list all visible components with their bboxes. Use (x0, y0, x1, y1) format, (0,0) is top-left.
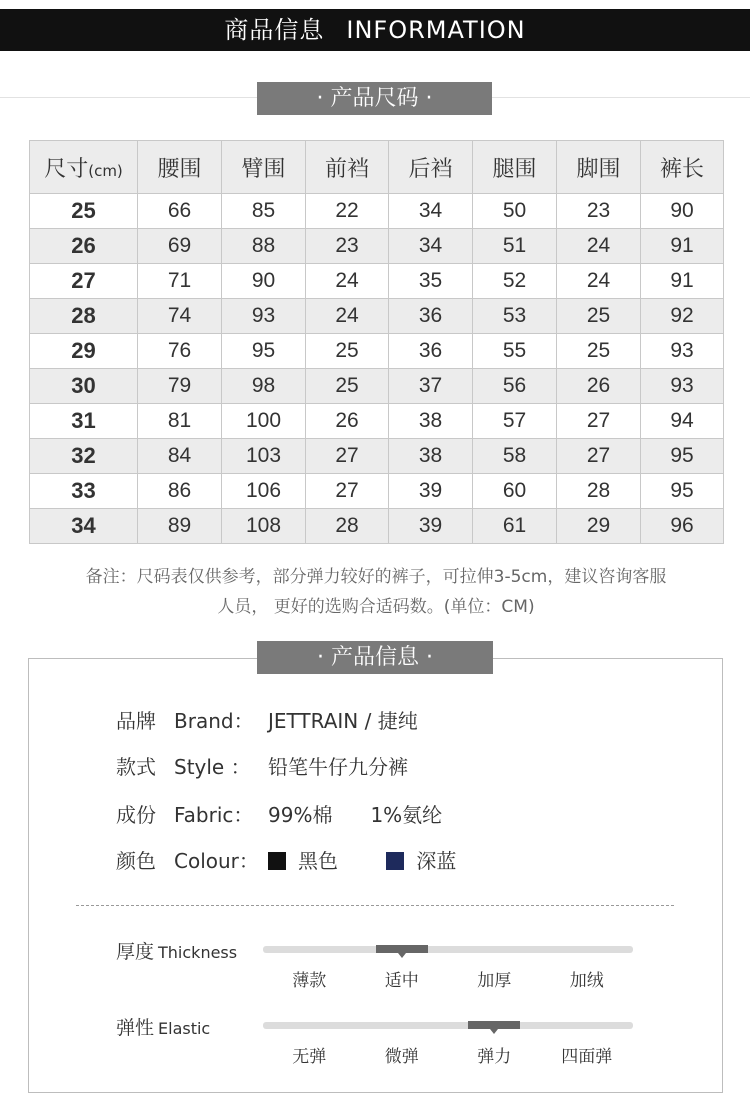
thickness-option: 加厚 (477, 971, 512, 991)
measurement-cell: 24 (306, 264, 389, 299)
header-title-cn: 商品信息 (224, 16, 325, 44)
size-cell: 28 (30, 299, 138, 334)
size-note (36, 562, 716, 622)
table-row (30, 369, 724, 404)
measurement-cell: 23 (557, 194, 641, 229)
header-title-en: INFORMATION (346, 16, 526, 44)
colour-name-black: 黑色 (298, 849, 338, 873)
size-cell: 34 (30, 509, 138, 544)
measurement-cell: 93 (641, 334, 724, 369)
measurement-cell: 35 (389, 264, 473, 299)
measurement-cell: 27 (306, 474, 389, 509)
elastic-label (116, 1013, 210, 1040)
style-label-en: Style ： (174, 755, 251, 779)
measurement-cell: 96 (641, 509, 724, 544)
fabric-value-cotton: 99%棉 (268, 803, 333, 827)
measurement-cell: 53 (473, 299, 557, 334)
measurement-cell: 94 (641, 404, 724, 439)
thickness-option: 加绒 (569, 971, 604, 991)
measurement-cell: 81 (138, 404, 222, 439)
measurement-cell: 57 (473, 404, 557, 439)
fabric-value-spandex: 1%氨纶 (370, 803, 443, 827)
table-row (30, 299, 724, 334)
size-cell: 31 (30, 404, 138, 439)
measurement-cell: 85 (222, 194, 306, 229)
thickness-option: 适中 (384, 971, 419, 991)
column-header: 前裆 (306, 141, 389, 194)
measurement-cell: 95 (641, 439, 724, 474)
measurement-cell: 60 (473, 474, 557, 509)
fabric-label-en: Fabric： (174, 803, 254, 827)
elastic-label-cn: 弹性 (116, 1017, 155, 1039)
elastic-label-en: Elastic (158, 1019, 211, 1038)
info-section-title: · 产品信息 · (257, 641, 493, 674)
measurement-cell: 38 (389, 404, 473, 439)
column-header-unit: (cm) (88, 161, 123, 180)
colour-row (116, 846, 457, 876)
dashed-divider (76, 905, 674, 906)
measurement-cell: 55 (473, 334, 557, 369)
measurement-cell: 25 (557, 299, 641, 334)
measurement-cell: 74 (138, 299, 222, 334)
size-note-line: 备注：尺码表仅供参考，部分弹力较好的裤子，可拉伸3-5cm，建议咨询客服 (85, 567, 667, 587)
measurement-cell: 66 (138, 194, 222, 229)
style-value: 铅笔牛仔九分裤 (268, 755, 408, 779)
table-row (30, 439, 724, 474)
measurement-cell: 27 (306, 439, 389, 474)
measurement-cell: 92 (641, 299, 724, 334)
elastic-option: 弹力 (477, 1047, 512, 1067)
size-cell: 25 (30, 194, 138, 229)
measurement-cell: 91 (641, 229, 724, 264)
size-cell: 33 (30, 474, 138, 509)
table-row (30, 264, 724, 299)
thickness-scale-track (263, 946, 633, 953)
elastic-scale-track (263, 1022, 633, 1029)
colour-label-en: Colour： (174, 849, 259, 873)
colour-swatch-black[interactable] (268, 852, 286, 870)
measurement-cell: 84 (138, 439, 222, 474)
colour-swatch-navy[interactable] (386, 852, 404, 870)
measurement-cell: 24 (557, 264, 641, 299)
measurement-cell: 93 (222, 299, 306, 334)
elastic-scale-marker (468, 1021, 520, 1029)
measurement-cell: 36 (389, 334, 473, 369)
measurement-cell: 108 (222, 509, 306, 544)
size-note-line: 人员， 更好的选购合适码数。(单位：CM) (217, 597, 535, 617)
measurement-cell: 89 (138, 509, 222, 544)
measurement-cell: 24 (306, 299, 389, 334)
measurement-cell: 61 (473, 509, 557, 544)
column-header (30, 141, 138, 194)
column-header: 腰围 (138, 141, 222, 194)
measurement-cell: 39 (389, 474, 473, 509)
thickness-label (116, 937, 237, 964)
measurement-cell: 100 (222, 404, 306, 439)
measurement-cell: 91 (641, 264, 724, 299)
column-header: 脚围 (557, 141, 641, 194)
measurement-cell: 56 (473, 369, 557, 404)
colour-label: 颜色 (116, 849, 156, 873)
measurement-cell: 27 (557, 439, 641, 474)
fabric-row (116, 800, 443, 830)
size-table-header-row (30, 141, 724, 194)
measurement-cell: 86 (138, 474, 222, 509)
size-cell: 32 (30, 439, 138, 474)
thickness-label-cn: 厚度 (116, 941, 155, 963)
measurement-cell: 29 (557, 509, 641, 544)
measurement-cell: 95 (641, 474, 724, 509)
brand-label: 品牌 (116, 709, 156, 733)
column-header: 后裆 (389, 141, 473, 194)
measurement-cell: 103 (222, 439, 306, 474)
measurement-cell: 26 (557, 369, 641, 404)
measurement-cell: 24 (557, 229, 641, 264)
thickness-scale-marker (376, 945, 428, 953)
colour-options (268, 846, 456, 876)
header-banner (0, 9, 750, 51)
measurement-cell: 28 (306, 509, 389, 544)
table-row (30, 194, 724, 229)
table-row (30, 404, 724, 439)
size-cell: 26 (30, 229, 138, 264)
measurement-cell: 95 (222, 334, 306, 369)
measurement-cell: 26 (306, 404, 389, 439)
fabric-value (268, 800, 442, 830)
measurement-cell: 52 (473, 264, 557, 299)
fabric-label: 成份 (116, 803, 156, 827)
elastic-option: 微弹 (384, 1047, 419, 1067)
size-section-title: · 产品尺码 · (257, 82, 492, 115)
column-header-size: 尺寸 (44, 156, 89, 182)
elastic-option: 无弹 (292, 1047, 327, 1067)
size-table (29, 140, 724, 544)
measurement-cell: 98 (222, 369, 306, 404)
brand-row (116, 706, 418, 736)
measurement-cell: 76 (138, 334, 222, 369)
measurement-cell: 93 (641, 369, 724, 404)
measurement-cell: 58 (473, 439, 557, 474)
measurement-cell: 27 (557, 404, 641, 439)
brand-value: JETTRAIN / 捷纯 (268, 709, 418, 733)
measurement-cell: 28 (557, 474, 641, 509)
column-header: 裤长 (641, 141, 724, 194)
measurement-cell: 38 (389, 439, 473, 474)
measurement-cell: 90 (222, 264, 306, 299)
measurement-cell: 34 (389, 229, 473, 264)
measurement-cell: 36 (389, 299, 473, 334)
measurement-cell: 69 (138, 229, 222, 264)
measurement-cell: 90 (641, 194, 724, 229)
column-header: 腿围 (473, 141, 557, 194)
style-row (116, 752, 408, 782)
elastic-option: 四面弹 (561, 1047, 613, 1067)
measurement-cell: 22 (306, 194, 389, 229)
measurement-cell: 23 (306, 229, 389, 264)
brand-label-en: Brand： (174, 709, 254, 733)
measurement-cell: 37 (389, 369, 473, 404)
colour-name-navy: 深蓝 (416, 849, 457, 873)
measurement-cell: 106 (222, 474, 306, 509)
measurement-cell: 79 (138, 369, 222, 404)
size-cell: 27 (30, 264, 138, 299)
measurement-cell: 25 (306, 369, 389, 404)
size-table-body (30, 194, 724, 544)
table-row (30, 334, 724, 369)
measurement-cell: 71 (138, 264, 222, 299)
measurement-cell: 34 (389, 194, 473, 229)
table-row (30, 229, 724, 264)
thickness-option: 薄款 (292, 971, 327, 991)
measurement-cell: 25 (306, 334, 389, 369)
style-label: 款式 (116, 755, 156, 779)
measurement-cell: 39 (389, 509, 473, 544)
measurement-cell: 88 (222, 229, 306, 264)
table-row (30, 509, 724, 544)
size-cell: 29 (30, 334, 138, 369)
size-cell: 30 (30, 369, 138, 404)
table-row (30, 474, 724, 509)
measurement-cell: 25 (557, 334, 641, 369)
measurement-cell: 50 (473, 194, 557, 229)
thickness-label-en: Thickness (158, 943, 238, 962)
measurement-cell: 51 (473, 229, 557, 264)
column-header: 臂围 (222, 141, 306, 194)
